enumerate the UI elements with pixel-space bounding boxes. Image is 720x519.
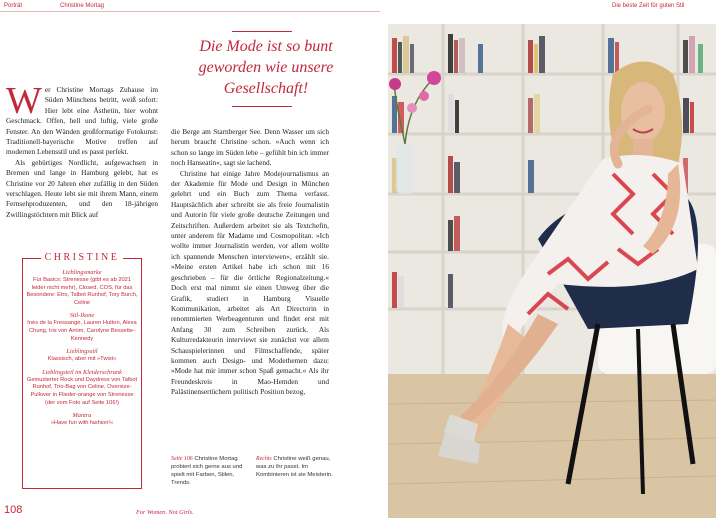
portrait-illustration (388, 24, 716, 518)
caption-text: Christine Mortag probiert sich gerne aus und spielt mit Farben, Stilen, Trends. (171, 456, 243, 486)
footer-tagline: For Women. Not Girls. (136, 509, 194, 516)
profile-label: Lieblingsmarke (62, 269, 102, 276)
caption-label: Rechts (256, 456, 272, 462)
header-name: Christine Mortag (60, 3, 105, 9)
header-rule (0, 11, 380, 12)
drop-cap: W (6, 80, 42, 122)
profile-value: Gemusterter Rock und Daydress von Talbot Runhof, Trio-Bag von Celine, Oversize-Pullover in Flieder-orange von Strenesse (der vom Foto auf Seite 106!) (26, 376, 138, 406)
profile-label: Mantra (72, 412, 92, 420)
header-section: Porträt (4, 3, 23, 9)
headline-line: Gesellschaft! (223, 80, 309, 97)
profile-box (22, 252, 142, 489)
article-column-1 (6, 80, 158, 220)
profile-label: Lieblingsteil im Kleiderschrank (42, 368, 122, 376)
profile-label: Stil-Ikone (69, 312, 95, 320)
profile-box-title: CHRISTINE (41, 252, 123, 263)
profile-box-content (26, 269, 138, 428)
wooden-floor (388, 374, 716, 518)
headline-line: Die Mode ist so bunt (199, 38, 333, 55)
headline-rule-top (232, 31, 292, 32)
profile-value: »Have fun with fashion!« (50, 420, 114, 427)
pull-quote-headline (168, 36, 364, 99)
portrait-photo (388, 24, 716, 518)
page-number: 108 (4, 504, 23, 516)
article-paragraph: die Berge am Starnberger See. Denn Wasser um sich herum braucht Christine schon. »Auch wenn ich schon so lange im Süden lebe – gefühlt bin ich immer noch Hanseatin«, sagt sie lachend. (171, 127, 329, 168)
headline-line: geworden wie unsere (198, 59, 334, 76)
article-paragraph: Als gebürtiges Nordlicht, aufgewachsen in Bremen und lange in Hamburg gelebt, hat es Christine vor 20 Jahren eher zufällig in den Süden verschlagen. Heute lebt sie mit ihrem Mann, einem Fernsehproduzenten, und den 18-jährigen Zwillingstöchtern mit Blick auf (6, 157, 158, 219)
profile-value: Für Basics: Strenesse (gibt es ab 2021 leider nicht mehr), Closed, COS, für das Besondere: Etro, Talbot Runhof, Tory Burch, Celine (26, 277, 138, 306)
caption-text: Christine weiß genau, was zu ihr passt. Im Kombinieren ist sie Meisterin. (256, 456, 333, 478)
profile-value: Klassisch, aber mit »Twist« (47, 356, 117, 363)
profile-value: Inès de la Fressange, Lauren Hutton, Alexa Chung, Iris von Arnim, Carolyne Bessette-Kennedy (27, 320, 137, 342)
article-paragraph: Wer Christine Mortags Zuhause im Süden Münchens betritt, weiß sofort: Hier lebt eine Ästhetin, hier wohnt Geschmack. Offen, hell und luftig, viele große Fenster. An den Wänden großformatige Fotokunst: Traditionell-bayerische Motive treffen auf modernen Lebensstil und es passt perfekt. (6, 80, 158, 157)
caption-label: Seite 106 (171, 456, 193, 462)
profile-label: Lieblingsstil (66, 348, 98, 356)
article-column-2 (171, 127, 329, 398)
header-section-right: Die beste Zeit für guten Stil (612, 3, 685, 9)
caption-right (256, 455, 336, 479)
headline-rule-bottom (232, 106, 292, 107)
caption-left (171, 455, 251, 487)
article-paragraph: Christine hat einige Jahre Modejournalismus an der Akademie für Mode und Design in München gelehrt und ein Buch zum Thema verfasst. Hauptsächlich aber schreibt sie als freie Journalistin und Autorin für viele große deutsche Zeitungen und Zeitschriften. Außerdem arbeitet sie als Textchefin, unter anderem für Madame und Cosmopolitan. »Ich wollte immer Journalistin werden, vor allem wollte ich spannende Menschen interviewen«, erzählt sie. »Meine ersten Artikel habe ich schon mit 16 geschrieben – für die örtliche Regionalzeitung.« Doch erst mal nimmt sie einen Umweg über die Grafik, studiert in Hamburg Visuelle Kommunikation, arbeitet als Art Directorin in renommierten Werbeagenturen und findet erst mit Anfang 30 zum Schreiben zurück. Als Kulturredakteurin interviewt sie zunächst vor allem Schauspielerinnen und Filmschaffende, später kommen auch Design- und Modethemen dazu: »Mode hat mir immer schon Spaß gemacht.« Als ihr Freundeskreis in Mao-Hemden und Palästinensertüchern politisch Position bezog, (171, 168, 329, 397)
